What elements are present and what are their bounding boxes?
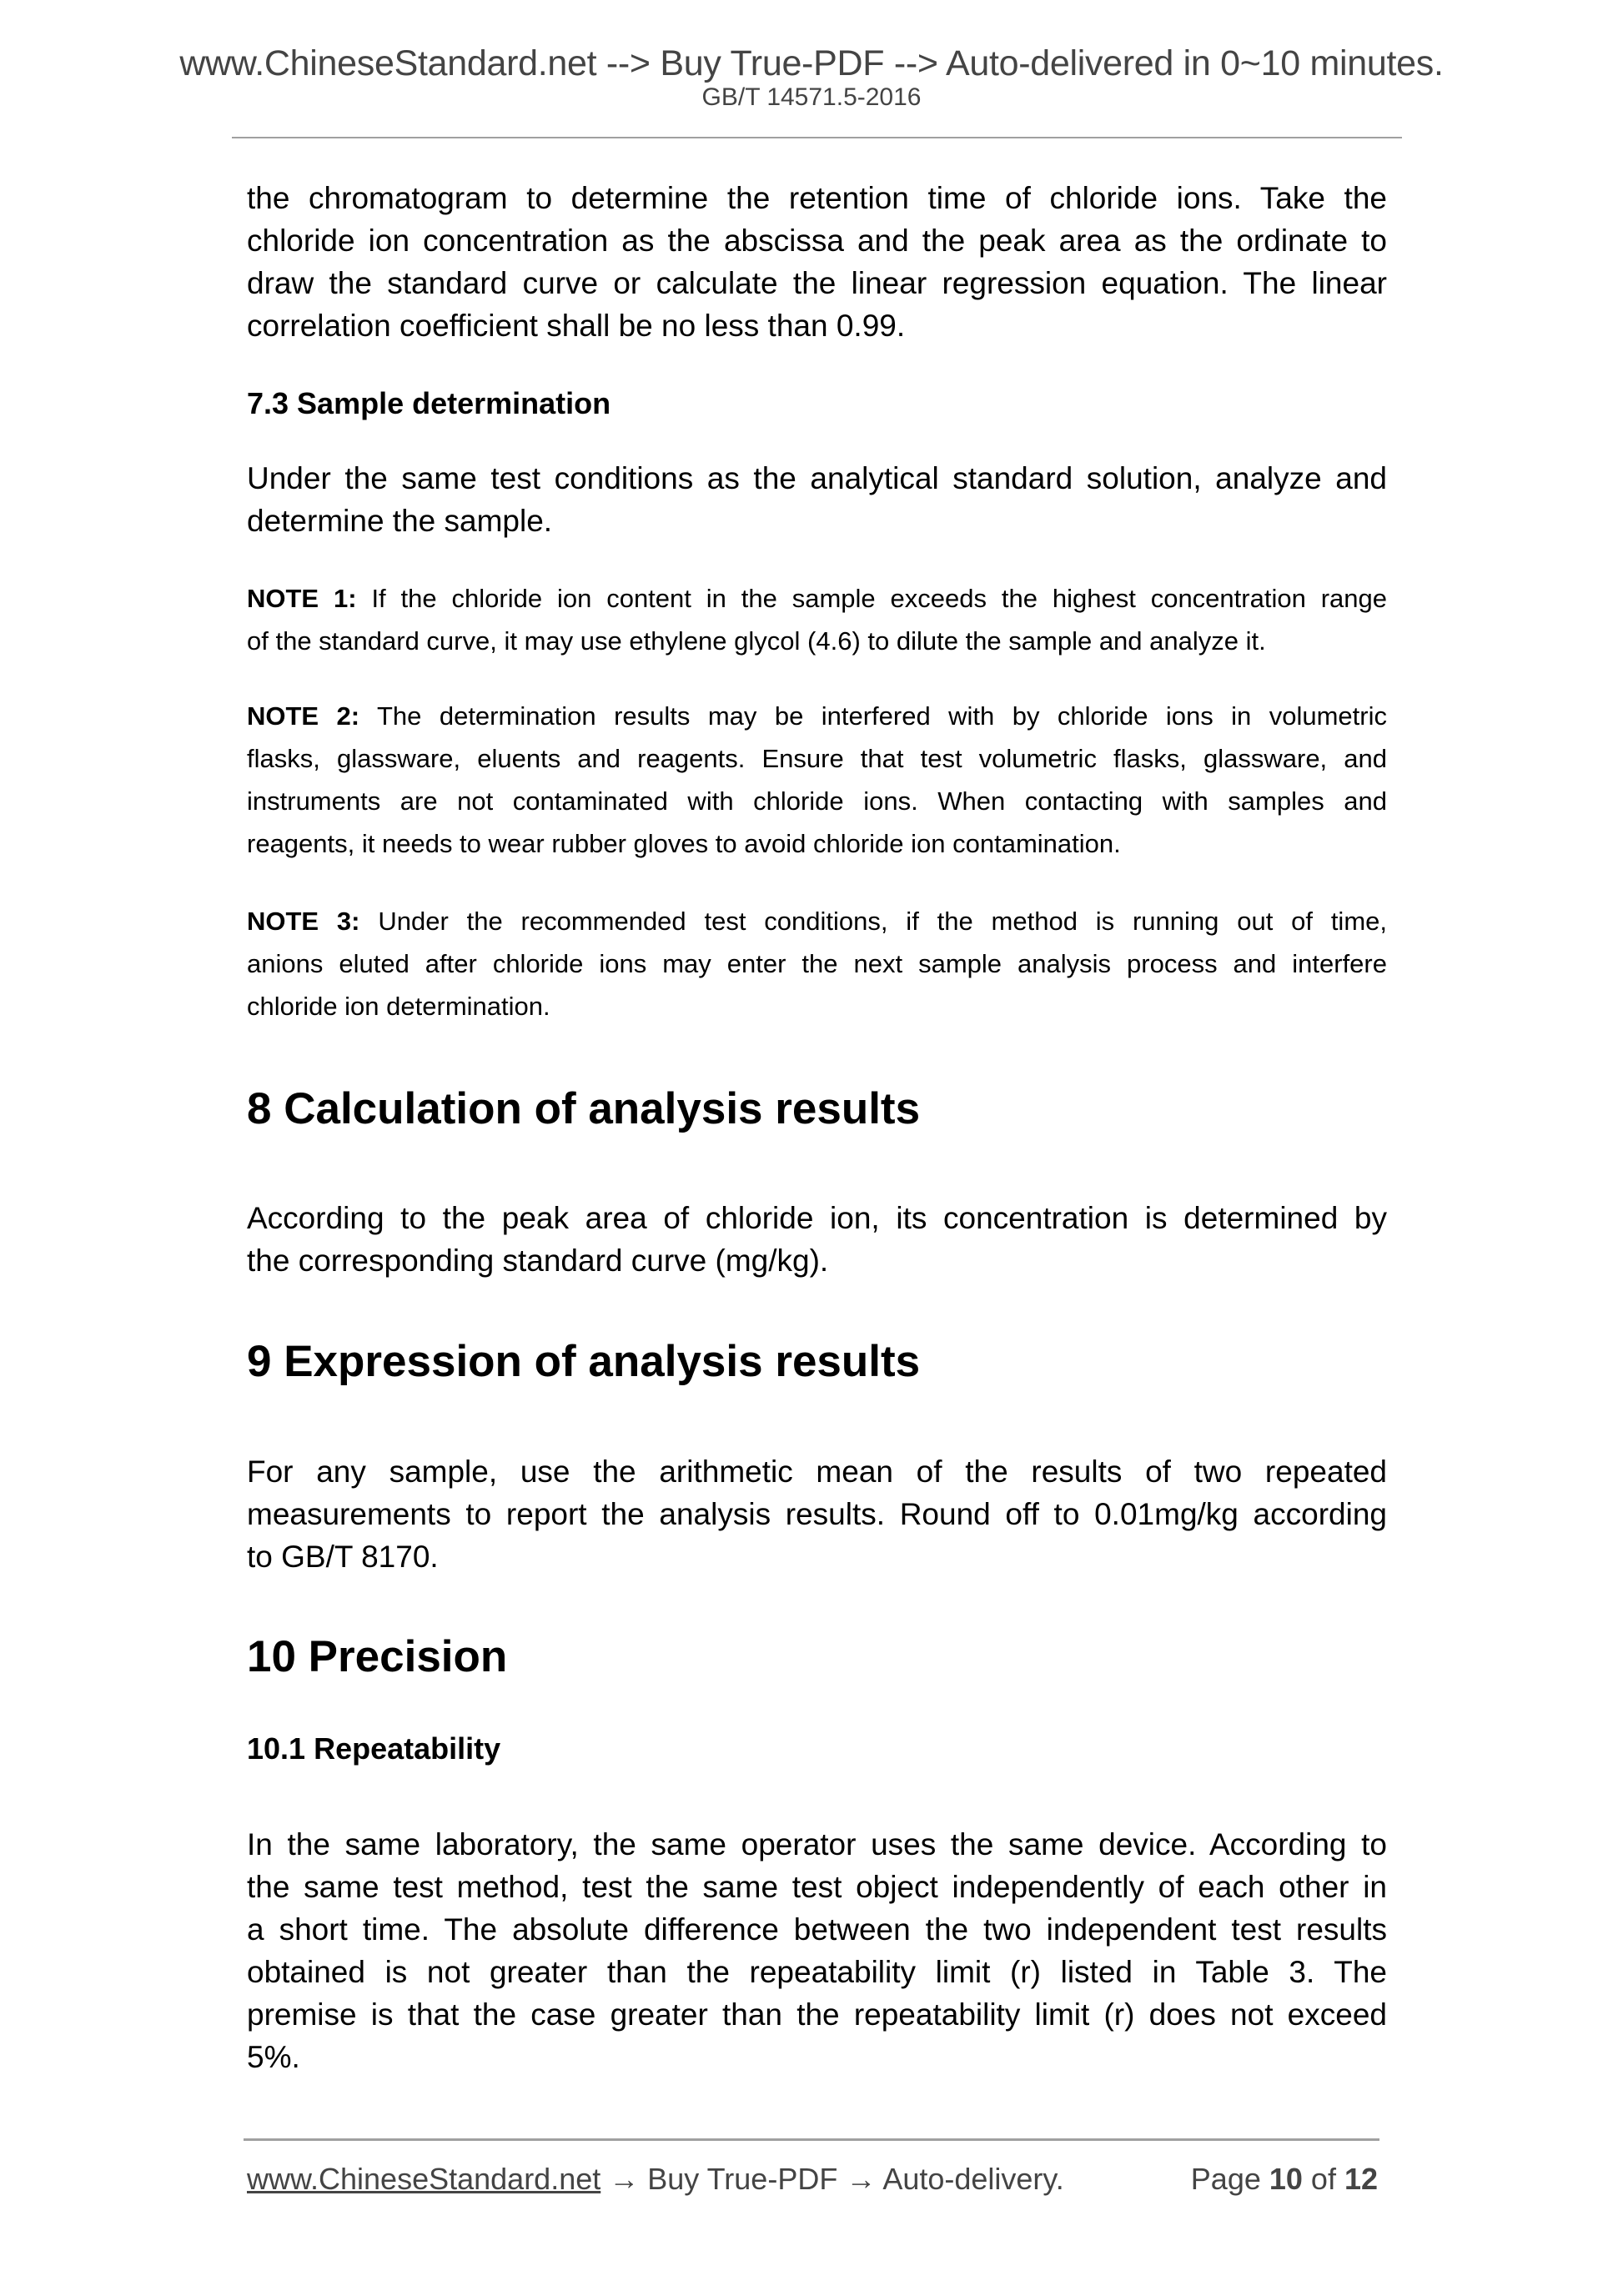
text-line: determine the sample. [247, 504, 553, 538]
text-line: instruments are not contaminated with chloride ions. When contacting with samples and [247, 786, 1387, 816]
text-line: flasks, glassware, eluents and reagents. Ensure that test volumetric flasks, glassware, and [247, 744, 1387, 773]
of-label: of [1302, 2162, 1344, 2196]
note-label: NOTE 1: [247, 584, 357, 613]
text-line: of the standard curve, it may use ethylene glycol (4.6) to dilute the sample and analyze it. [247, 626, 1266, 656]
note-label: NOTE 2: [247, 701, 360, 731]
text-line: Under the same test conditions as the analytical standard solution, analyze and [247, 461, 1387, 495]
paragraph [247, 457, 1387, 542]
text-line [247, 900, 1387, 942]
note-paragraph [247, 900, 1387, 1027]
page-total: 12 [1344, 2162, 1378, 2196]
footer-text: → Buy True-PDF → Auto-delivery. [600, 2162, 1064, 2196]
website-link[interactable]: www.ChineseStandard.net [247, 2162, 601, 2196]
text-line [247, 695, 1387, 737]
text-line: obtained is not greater than the repeatability limit (r) listed in Table 3. The [247, 1955, 1387, 1989]
text-line [247, 577, 1387, 620]
text-line: 5%. [247, 2040, 300, 2074]
header-banner: www.ChineseStandard.net --> Buy True-PDF --> Auto-delivered in 0~10 minutes. [179, 43, 1444, 83]
text-line: a short time. The absolute difference between the two independent test results [247, 1912, 1387, 1947]
note-text: If the chloride ion content in the sample exceeds the highest concentration range [356, 584, 1387, 613]
note-label: NOTE 3: [247, 907, 360, 936]
page-number: 10 [1269, 2162, 1303, 2196]
text-line: to GB/T 8170. [247, 1540, 439, 1574]
paragraph [247, 1823, 1387, 2078]
subsection-heading: 10.1 Repeatability [247, 1731, 501, 1766]
text-line: the corresponding standard curve (mg/kg). [247, 1243, 829, 1278]
note-paragraph [247, 695, 1387, 865]
header-divider [232, 137, 1402, 138]
text-line: According to the peak area of chloride ion, its concentration is determined by [247, 1201, 1387, 1235]
paragraph [247, 1197, 1387, 1282]
text-line: chloride ion concentration as the abscissa and the peak area as the ordinate to [247, 224, 1387, 258]
text-line: measurements to report the analysis results. Round off to 0.01mg/kg according [247, 1497, 1387, 1531]
document-code: GB/T 14571.5-2016 [701, 83, 922, 111]
text-line: anions eluted after chloride ions may enter the next sample analysis process and interfere [247, 949, 1387, 978]
text-line: the chromatogram to determine the retention time of chloride ions. Take the [247, 181, 1387, 215]
text-line: In the same laboratory, the same operator uses the same device. According to [247, 1827, 1387, 1861]
text-line: the same test method, test the same test object independently of each other in [247, 1870, 1387, 1904]
text-line: reagents, it needs to wear rubber gloves to avoid chloride ion contamination. [247, 829, 1121, 858]
section-heading: 10 Precision [247, 1632, 508, 1681]
subsection-heading: 7.3 Sample determination [247, 386, 611, 420]
page-indicator [1191, 2160, 1378, 2198]
text-line: draw the standard curve or calculate the linear regression equation. The linear [247, 266, 1387, 300]
text-line: premise is that the case greater than the repeatability limit (r) does not exceed [247, 1997, 1387, 2032]
paragraph [247, 177, 1387, 347]
paragraph [247, 1450, 1387, 1578]
footer-divider [244, 2138, 1379, 2141]
text-line: correlation coefficient shall be no less than 0.99. [247, 309, 906, 343]
note-text: Under the recommended test conditions, if the method is running out of time, [359, 907, 1387, 936]
section-heading: 8 Calculation of analysis results [247, 1084, 921, 1133]
text-line: chloride ion determination. [247, 992, 550, 1021]
note-paragraph [247, 577, 1387, 662]
note-text: The determination results may be interfered with by chloride ions in volumetric [359, 701, 1387, 731]
page-label: Page [1190, 2162, 1269, 2196]
section-heading: 9 Expression of analysis results [247, 1337, 921, 1386]
footer [247, 2160, 1378, 2198]
text-line: For any sample, use the arithmetic mean of the results of two repeated [247, 1454, 1387, 1489]
